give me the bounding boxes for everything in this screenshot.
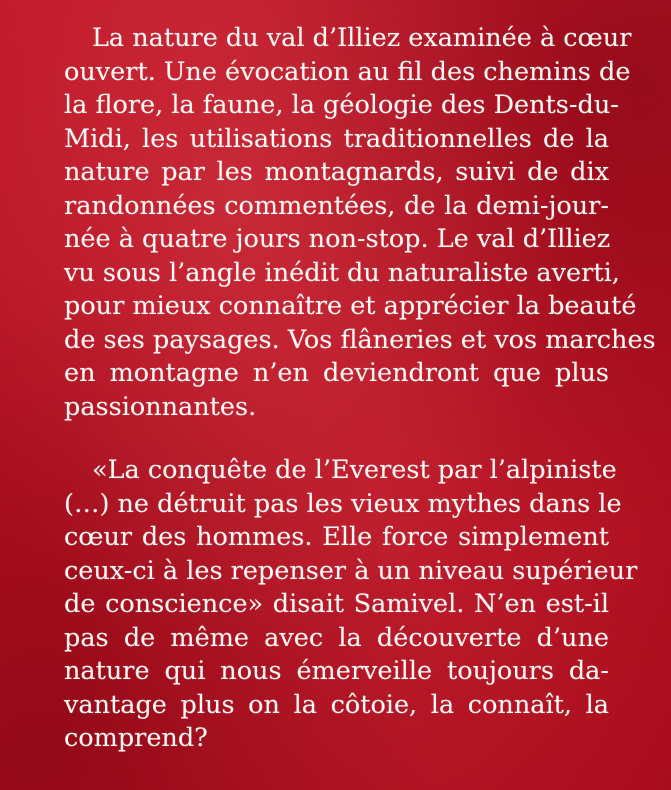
description-paragraph xyxy=(64,22,656,424)
text-line: ouvert. Une évocation au fil des chemins de xyxy=(64,56,631,87)
text-line: Midi, les utilisations traditionnelles de la xyxy=(64,123,609,154)
text-line: nature par les montagnards, suivi de dix xyxy=(64,157,609,187)
quote-paragraph xyxy=(64,454,638,756)
text-line: vu sous l’angle inédit du naturaliste averti, xyxy=(64,257,620,288)
text-line: passionnantes. xyxy=(64,391,257,422)
text-line: la flore, la faune, la géologie des Dents-du- xyxy=(64,90,619,120)
text-line: comprend? xyxy=(64,723,208,753)
text-line: ceux-ci à les repenser à un niveau supérieur xyxy=(64,555,638,586)
text-line: née à quatre jours non-stop. Le val d’Illiez xyxy=(64,224,611,254)
text-line: cœur des hommes. Elle force simplement xyxy=(64,522,609,552)
text-line: La nature du val d’Illiez examinée à cœur xyxy=(92,23,632,53)
text-line: pour mieux connaître et apprécier la beauté xyxy=(64,291,637,321)
text-line: pas de même avec la découverte d’une xyxy=(64,622,609,653)
text-line: de conscience» disait Samivel. N’en est-il xyxy=(64,589,609,619)
text-line: en montagne n’en deviendront que plus xyxy=(64,358,609,388)
text-line: randonnées commentées, de la demi-jour- xyxy=(64,190,609,221)
text-line: (…) ne détruit pas les vieux mythes dans le xyxy=(64,488,622,519)
text-line: «La conquête de l’Everest par l’alpiniste xyxy=(92,455,617,485)
text-line: vantage plus on la côtoie, la connaît, la xyxy=(64,689,609,720)
text-line: nature qui nous émerveille toujours da- xyxy=(64,656,609,686)
text-line: de ses paysages. Vos flâneries et vos marches xyxy=(64,324,656,355)
